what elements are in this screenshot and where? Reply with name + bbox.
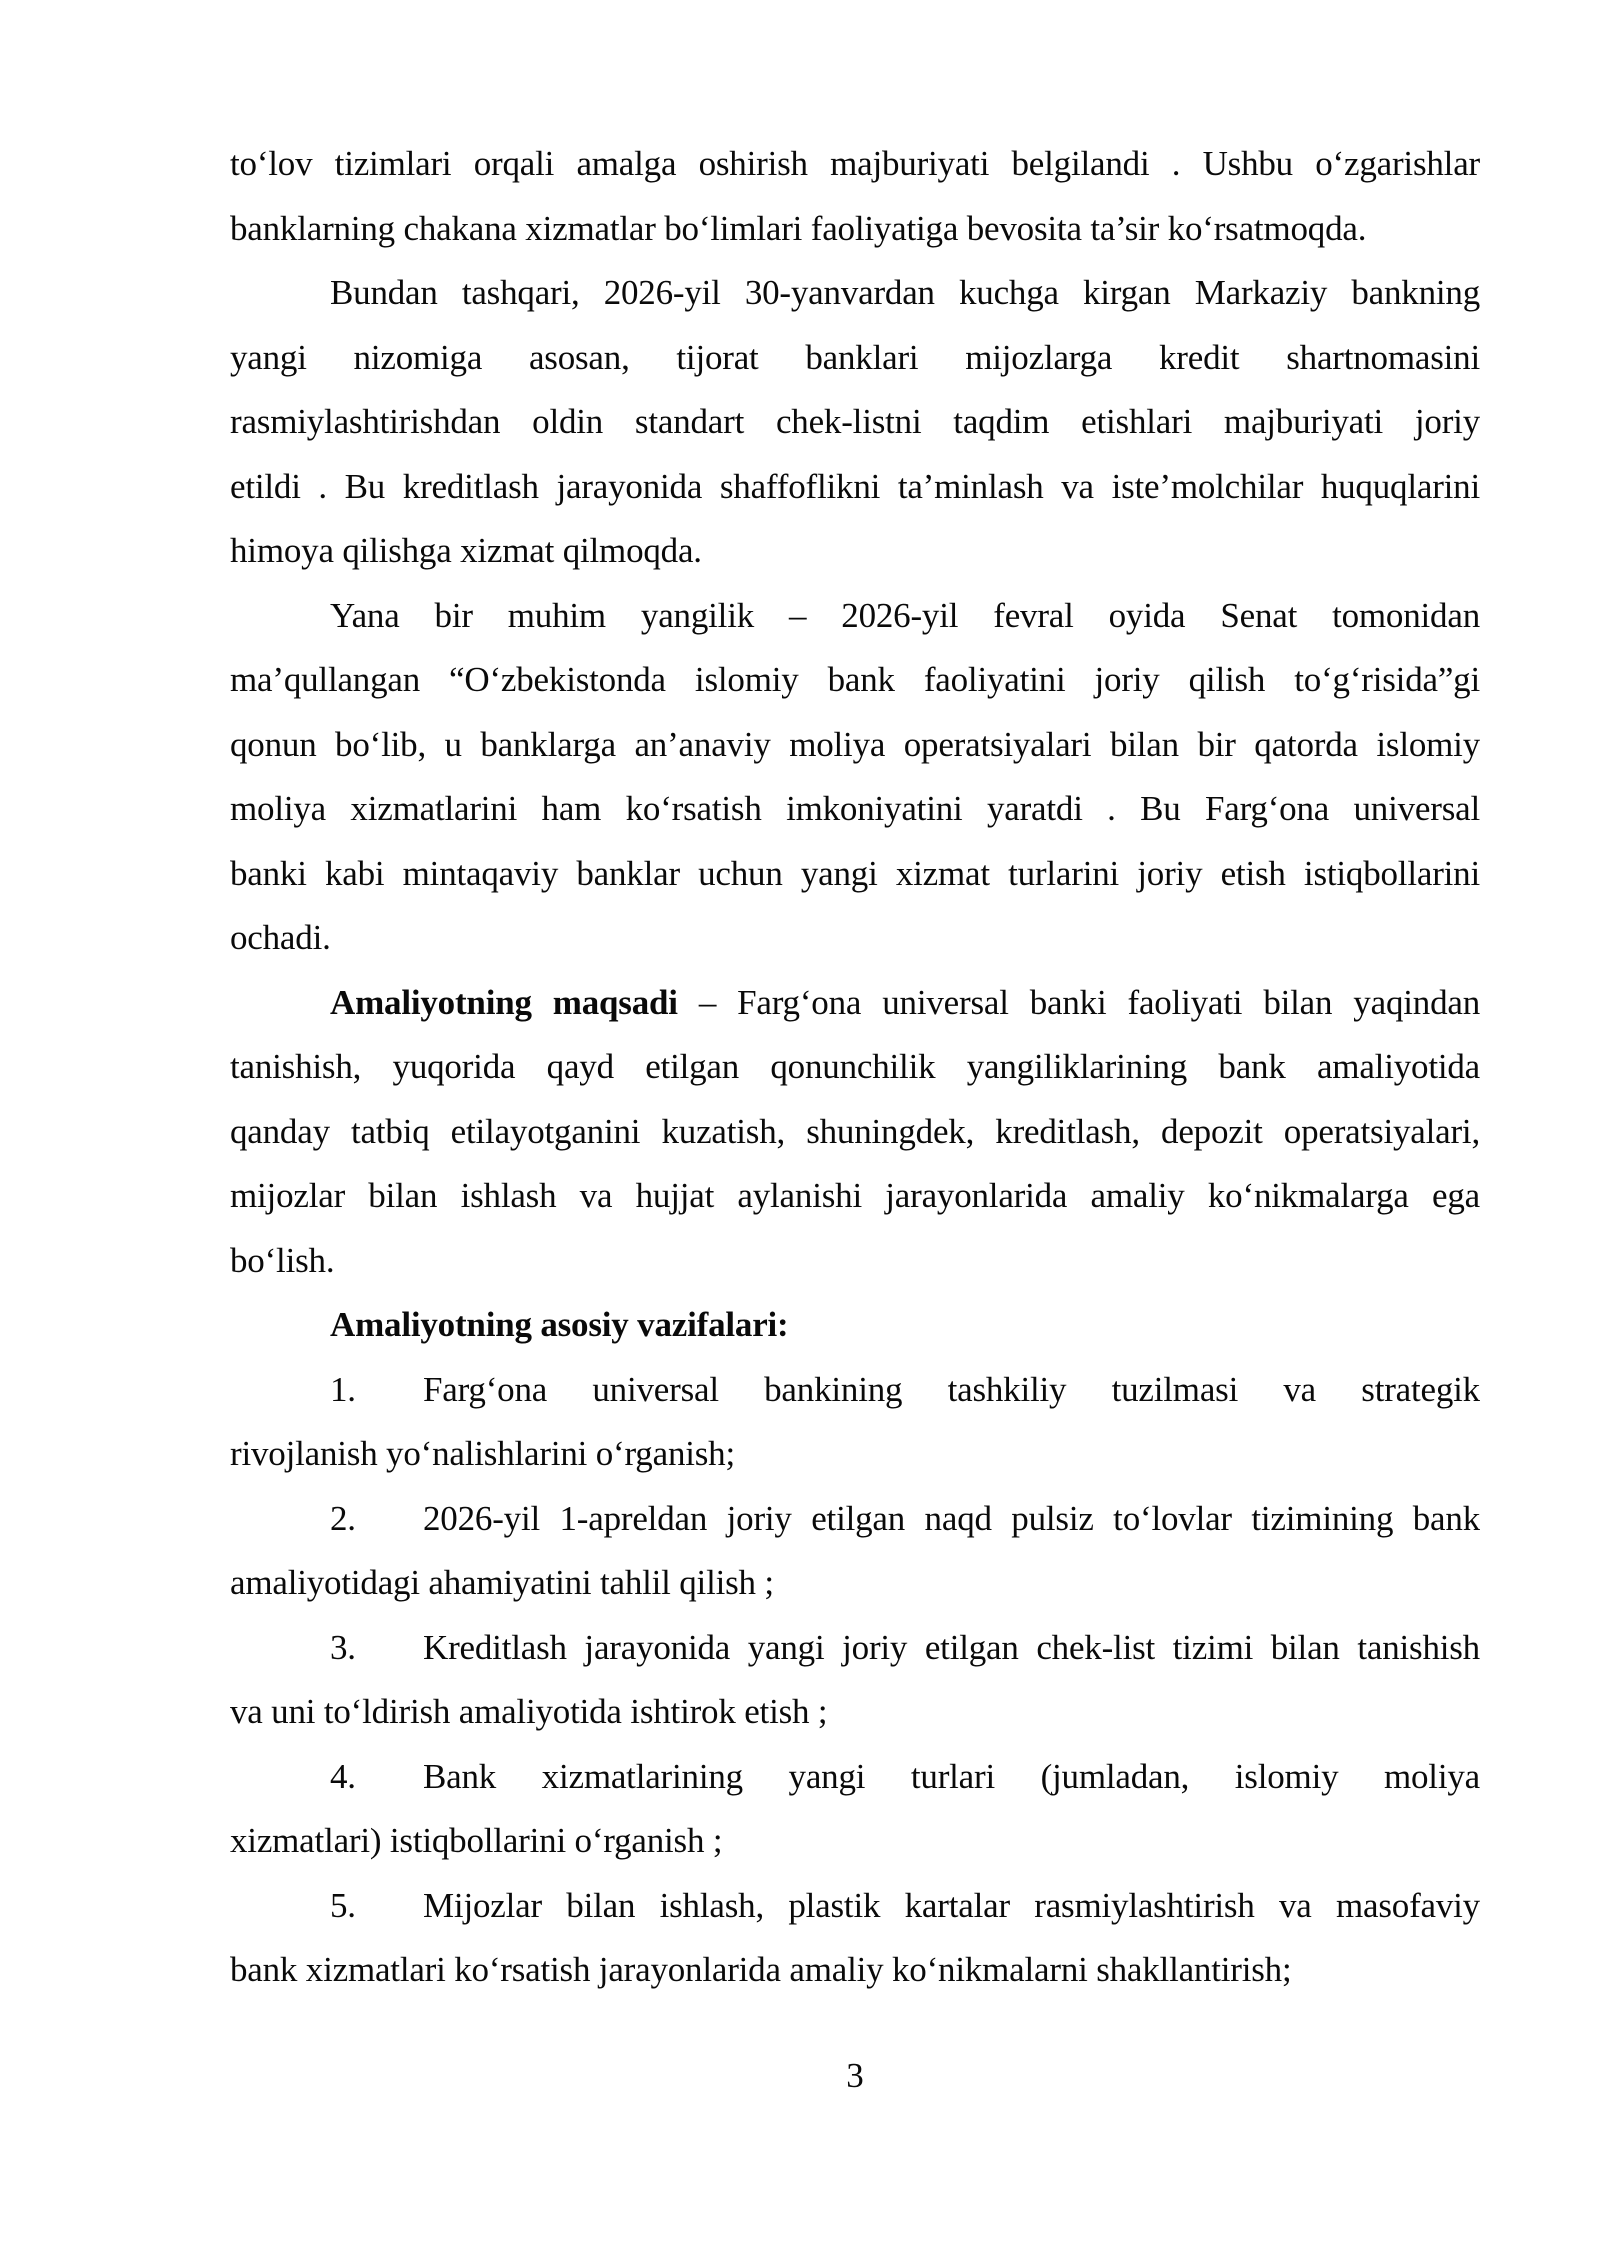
text-run: Kreditlash jarayonida yangi joriy etilgan chek-list tizimi bilan tanishish (423, 1627, 1480, 1667)
text-line (230, 1035, 1480, 1100)
text-run: va uni to‘ldirish amaliyotida ishtirok etish ; (230, 1692, 828, 1731)
text-run: bank xizmatlari ko‘rsatish jarayonlarida amaliy ko‘nikmalarni shakllantirish; (230, 1950, 1292, 1989)
text-line (230, 777, 1480, 842)
text-run: bo‘lish. (230, 1240, 335, 1280)
text-line (230, 906, 1480, 971)
text-line (230, 1938, 1480, 2003)
text-line (230, 971, 1480, 1036)
text-line (230, 326, 1480, 391)
text-line (230, 1358, 1480, 1423)
text-body (230, 132, 1480, 2003)
bold-text-run: Amaliyotning maqsadi (330, 982, 678, 1022)
text-run: qanday tatbiq etilayotganini kuzatish, shuningdek, kreditlash, depozit operatsiyalari, (230, 1111, 1480, 1151)
text-line (230, 1680, 1480, 1745)
bold-text-run: Amaliyotning asosiy vazifalari: (330, 1305, 789, 1344)
text-run: ma’qullangan “O‘zbekistonda islomiy bank faoliyatini joriy qilish to‘g‘risida”gi (230, 660, 1480, 699)
text-line (230, 1551, 1480, 1616)
text-run: Mijozlar bilan ishlash, plastik kartalar rasmiylashtirish va masofaviy (423, 1885, 1480, 1925)
text-line (230, 1809, 1480, 1874)
text-run: Bundan tashqari, 2026-yil 30-yanvardan kuchga kirgan Markaziy bankning (330, 273, 1480, 312)
text-line (230, 1293, 1480, 1358)
text-run: qonun bo‘lib, u banklarga an’anaviy moliya operatsiyalari bilan bir qatorda islomiy (230, 724, 1480, 764)
text-run: xizmatlari) istiqbollarini o‘rganish ; (230, 1821, 723, 1860)
text-run: banki kabi mintaqaviy banklar uchun yangi xizmat turlarini joriy etish istiqbollarini (230, 853, 1480, 893)
text-run: 2026-yil 1-apreldan joriy etilgan naqd pulsiz to‘lovlar tizimining bank (423, 1498, 1480, 1538)
text-run: ochadi. (230, 918, 331, 957)
text-line (230, 648, 1480, 713)
text-run: yangi nizomiga asosan, tijorat banklari mijozlarga kredit shartnomasini (230, 337, 1480, 377)
text-run: Bank xizmatlarining yangi turlari (jumladan, islomiy moliya (423, 1756, 1480, 1796)
text-run: Farg‘ona universal bankining tashkiliy tuzilmasi va strategik (423, 1369, 1480, 1409)
text-line (230, 842, 1480, 907)
text-run: – Farg‘ona universal banki faoliyati bilan yaqindan (677, 982, 1480, 1022)
text-line (230, 261, 1480, 326)
page-footer (230, 2044, 1480, 2109)
text-line (230, 1487, 1480, 1552)
list-number: 1. (330, 1369, 356, 1409)
list-number: 2. (330, 1498, 356, 1538)
text-line (230, 1422, 1480, 1487)
list-number: 5. (330, 1885, 356, 1925)
text-run: etildi . Bu kreditlash jarayonida shaffoflikni ta’minlash va iste’molchilar huquqlarini (230, 466, 1480, 506)
text-line (230, 1874, 1480, 1939)
text-run: tanishish, yuqorida qayd etilgan qonunchilik yangiliklarining bank amaliyotida (230, 1047, 1480, 1086)
text-run: banklarning chakana xizmatlar bo‘limlari faoliyatiga bevosita ta’sir ko‘rsatmoqda. (230, 208, 1367, 248)
text-line (230, 455, 1480, 520)
text-line (230, 1229, 1480, 1294)
text-run: himoya qilishga xizmat qilmoqda. (230, 531, 702, 570)
text-line (230, 1164, 1480, 1229)
text-line (230, 1100, 1480, 1165)
text-line (230, 1745, 1480, 1810)
text-line (230, 132, 1480, 197)
list-number: 4. (330, 1756, 356, 1796)
text-run: Yana bir muhim yangilik – 2026-yil fevral oyida Senat tomonidan (330, 595, 1480, 635)
text-line (230, 390, 1480, 455)
text-run: moliya xizmatlarini ham ko‘rsatish imkoniyatini yaratdi . Bu Farg‘ona universal (230, 789, 1480, 828)
text-line (230, 1616, 1480, 1681)
text-line (230, 584, 1480, 649)
text-run: rivojlanish yo‘nalishlarini o‘rganish; (230, 1434, 736, 1473)
text-line (230, 197, 1480, 262)
page-number: 3 (846, 2056, 864, 2095)
text-run: amaliyotidagi ahamiyatini tahlil qilish ; (230, 1563, 774, 1602)
text-line (230, 519, 1480, 584)
text-run: mijozlar bilan ishlash va hujjat aylanishi jarayonlarida amaliy ko‘nikmalarga ega (230, 1176, 1480, 1215)
text-line (230, 713, 1480, 778)
list-number: 3. (330, 1627, 356, 1667)
text-run: rasmiylashtirishdan oldin standart chek-listni taqdim etishlari majburiyati joriy (230, 402, 1480, 441)
text-run: to‘lov tizimlari orqali amalga oshirish majburiyati belgilandi . Ushbu o‘zgarishlar (230, 144, 1480, 183)
